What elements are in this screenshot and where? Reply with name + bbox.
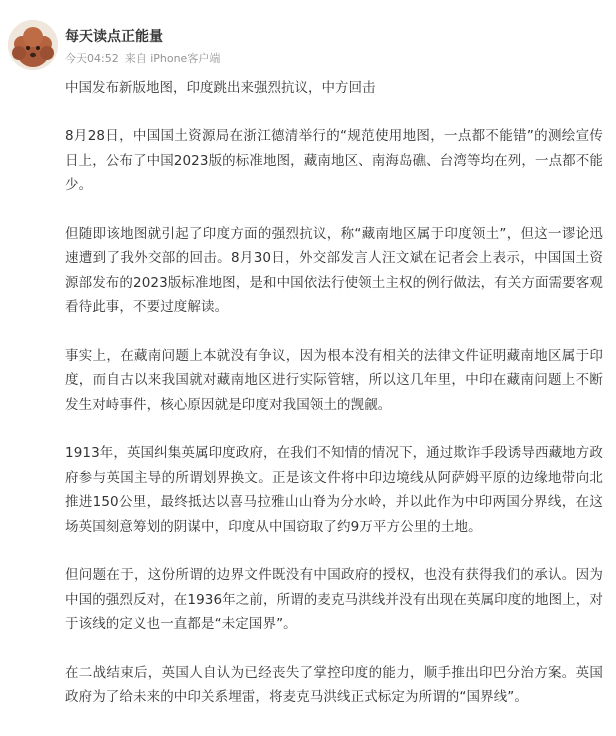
paragraph-1: 8月28日，中国国土资源局在浙江德清举行的“规范使用地图，一点都不能错”的测绘宣传日上，公布了中国2023版的标准地图，藏南地区、南海岛礁、台湾等均在列，一点都不能少。 <box>65 128 603 193</box>
post-meta <box>65 50 220 66</box>
post-headline: 中国发布新版地图，印度跳出来强烈抗议，中方回击 <box>65 80 376 96</box>
paragraph-2: 但随即该地图就引起了印度方面的强烈抗议，称“藏南地区属于印度领土”，但这一谬论迅速遭到了我外交部的回击。8月30日，外交部发言人汪文斌在记者会上表示，中国国土资源部发布的2023版标准地图，是和中国依法行使领土主权的例行做法，有关方面需要客观看待此事，不要过度解读。 <box>65 225 603 315</box>
paragraph-4: 1913年，英国纠集英属印度政府，在我们不知情的情况下，通过欺诈手段诱导西藏地方政府参与英国主导的所谓划界换文。正是该文件将中印边境线从阿萨姆平原的边缘地带向北推进150公里，最终抵达以喜马拉雅山山脊为分水岭，并以此作为中印两国分界线，在这场英国刻意筹划的阴谋中，印度从中国窃取了约9万平方公里的土地。 <box>65 445 603 535</box>
poodle-avatar-icon <box>8 20 58 70</box>
paragraph-3: 事实上，在藏南问题上本就没有争议，因为根本没有相关的法律文件证明藏南地区属于印度，而自古以来我国就对藏南地区进行实际管辖，所以这几年里，中印在藏南问题上不断发生对峙事件，核心原因就是印度对我国领土的觊觎。 <box>65 347 603 413</box>
avatar[interactable] <box>8 20 58 70</box>
post-body <box>65 124 603 734</box>
post-time[interactable]: 今天04:52 <box>65 52 119 65</box>
paragraph-6: 在二战结束后，英国人自认为已经丧失了掌控印度的能力，顺手推出印巴分治方案。英国政府为了给未来的中印关系埋雷，将麦克马洪线正式标定为所谓的“国界线”。 <box>65 664 603 705</box>
post-source: 来自 iPhone客户端 <box>124 52 221 65</box>
post-header <box>8 20 608 76</box>
author-name[interactable]: 每天读点正能量 <box>65 29 163 45</box>
paragraph-5: 但问题在于，这份所谓的边界文件既没有中国政府的授权，也没有获得我们的承认。因为中国的强烈反对，在1936年之前，所谓的麦克马洪线并没有出现在英属印度的地图上，对于该线的定义也一直都是“未定国界”。 <box>65 567 603 632</box>
